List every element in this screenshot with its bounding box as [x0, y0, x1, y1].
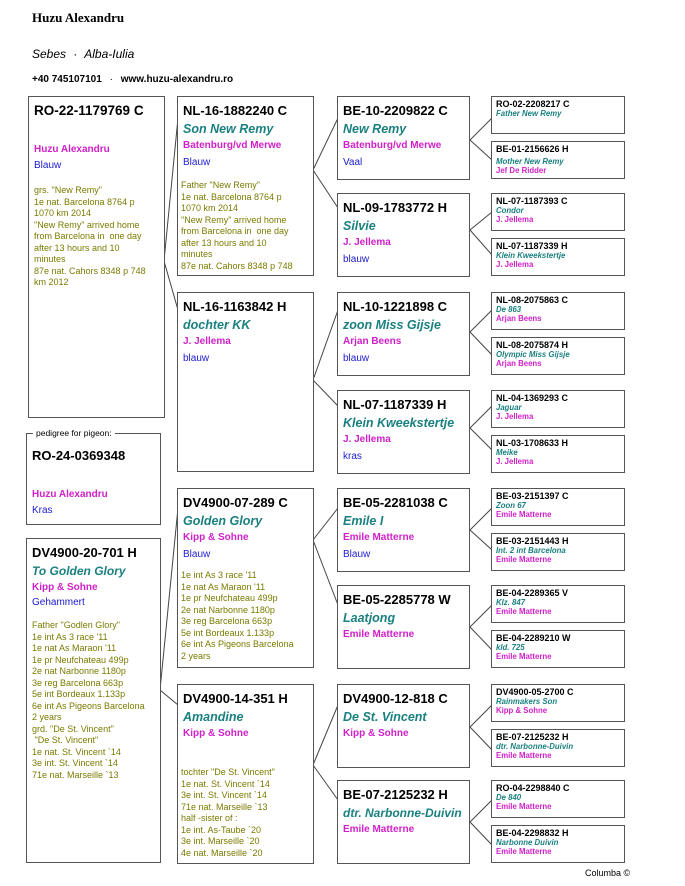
gen4-ring: BE-04-2298832 H — [496, 828, 569, 838]
gen4-card — [491, 780, 625, 818]
dam-ring: DV4900-20-701 H — [32, 545, 137, 560]
ancestor-name: De St. Vincent — [343, 710, 427, 724]
grandparent-name: Son New Remy — [183, 122, 274, 136]
gen4-name: Klein Kweekstertje — [496, 251, 566, 260]
gen4-owner: Jef De Ridder — [496, 166, 547, 175]
gen4-name: Meike — [496, 448, 518, 457]
subject-card — [26, 433, 161, 525]
grandparent-color: blauw — [183, 353, 210, 364]
gen4-owner: Arjan Beens — [496, 359, 542, 368]
ancestor-owner: Emile Matterne — [343, 824, 415, 835]
gen4-owner: J. Jellema — [496, 215, 534, 224]
gen4-name: Condor — [496, 206, 524, 215]
subject-ring: RO-24-0369348 — [32, 448, 126, 463]
gen4-ring: BE-07-2125232 H — [496, 732, 569, 742]
grandparent-owner: Batenburg/vd Merwe — [183, 140, 282, 151]
separator: · — [73, 47, 78, 61]
gen4-name: Olympic Miss Gijsje — [496, 350, 570, 359]
gen4-ring: NL-03-1708633 H — [496, 438, 569, 448]
ancestor-ring: NL-07-1187339 H — [343, 397, 447, 412]
gen4-owner: Emile Matterne — [496, 847, 552, 856]
gen4-name: Klz. 847 — [496, 598, 526, 607]
separator: · — [109, 74, 113, 85]
ancestor-color: kras — [343, 451, 362, 462]
grandparent-owner: J. Jellema — [183, 336, 231, 347]
ancestor-ring: NL-10-1221898 C — [343, 299, 448, 314]
gen4-owner: Emile Matterne — [496, 652, 552, 661]
gen4-card — [491, 193, 625, 231]
ancestor-name: zoon Miss Gijsje — [343, 318, 441, 332]
gen4-card — [491, 337, 625, 375]
grandparent-ring: NL-16-1163842 H — [183, 299, 287, 314]
sire-info: grs. "New Remy" 1e nat. Barcelona 8764 p 1070 km 2014 "New Remy" arrived home from Barcelona in one day after 13 hours and 10 minutes 87e nat. Cahors 8348 p 748 km 2012 — [34, 185, 146, 287]
gen4-ring: NL-04-1369293 C — [496, 393, 569, 403]
grandparent-info: tochter "De St. Vincent" 1e nat. St. Vincent `14 3e int. St. Vincent `14 71e nat. Marseille `13 half -sister of : 1e int. As-Taube `20 3e int. Marseille `20 4e nat. Marseille `20 — [181, 767, 275, 858]
ancestor-name: Emile I — [343, 514, 384, 528]
dam-card — [26, 538, 161, 863]
gen4-owner: J. Jellema — [496, 260, 534, 269]
gen4-name: Int. 2 int Barcelona — [496, 546, 566, 555]
footer-brand: Columba © — [585, 868, 631, 878]
dam-owner: Kipp & Sohne — [32, 582, 98, 593]
ancestor-color: blauw — [343, 353, 370, 364]
ancestor-name: New Remy — [343, 122, 407, 136]
gen4-ring: NL-08-2075874 H — [496, 340, 569, 350]
ancestor-ring: BE-07-2125232 H — [343, 787, 448, 802]
ancestor-card — [337, 96, 470, 180]
gen4-name: De 840 — [496, 793, 522, 802]
gen4-owner: Emile Matterne — [496, 510, 552, 519]
ancestor-name: Silvie — [343, 219, 376, 233]
gen4-ring: NL-08-2075863 C — [496, 295, 569, 305]
gen4-name: kld. 725 — [496, 643, 525, 652]
grandparent-info: 1e int As 3 race '11 1e nat As Maraon '11 1e pr Neufchateau 499p 2e nat Narbonne 1180p 3e reg Barcelona 663p 5e int Bordeaux 1.133p 6e int As Pigeons Barcelona 2 years — [181, 570, 294, 661]
ancestor-owner: Batenburg/vd Merwe — [343, 140, 442, 151]
gen4-card — [491, 238, 625, 276]
breeder-name: Huzu Alexandru — [32, 10, 125, 25]
gen4-ring: BE-01-2156626 H — [496, 144, 569, 154]
gen4-card — [491, 96, 625, 134]
gen4-ring: DV4900-05-2700 C — [496, 687, 574, 697]
gen4-name: Father New Remy — [496, 109, 562, 118]
gen4-ring: NL-07-1187339 H — [496, 241, 568, 251]
ancestor-owner: J. Jellema — [343, 434, 391, 445]
gen4-owner: Emile Matterne — [496, 751, 552, 760]
ancestor-card — [337, 585, 470, 669]
sire-owner: Huzu Alexandru — [34, 144, 110, 155]
breeder-phone: +40 745107101 — [32, 74, 102, 85]
gen4-name: De 863 — [496, 305, 522, 314]
gen4-card — [491, 390, 625, 428]
grandparent-card — [177, 292, 314, 472]
ancestor-owner: Emile Matterne — [343, 532, 415, 543]
gen4-owner: Kipp & Sohne — [496, 706, 548, 715]
subject-caption: pedigree for pigeon: — [33, 428, 115, 438]
gen4-card — [491, 630, 625, 668]
gen4-owner: J. Jellema — [496, 412, 534, 421]
dam-color: Gehammert — [32, 597, 85, 608]
gen4-name: Zoon 67 — [496, 501, 526, 510]
grandparent-info: Father "New Remy" 1e nat. Barcelona 8764 p 1070 km 2014 "New Remy" arrived home from Barcelona in one day after 13 hours and 10 minutes 87e nat. Cahors 8348 p 748 — [181, 180, 293, 271]
sire-color: Blauw — [34, 160, 62, 171]
ancestor-ring: BE-05-2281038 C — [343, 495, 448, 510]
ancestor-color: Blauw — [343, 549, 371, 560]
gen4-owner: Arjan Beens — [496, 314, 542, 323]
ancestor-card — [337, 390, 470, 474]
gen4-card — [491, 292, 625, 330]
gen4-owner: Emile Matterne — [496, 607, 552, 616]
gen4-ring: RO-02-2208217 C — [496, 99, 570, 109]
gen4-card — [491, 533, 625, 571]
gen4-card — [491, 684, 625, 722]
grandparent-ring: NL-16-1882240 C — [183, 103, 288, 118]
ancestor-card — [337, 488, 470, 572]
gen4-card — [491, 585, 625, 623]
gen4-name: Mother New Remy — [496, 157, 564, 166]
gen4-name: Jaguar — [496, 403, 522, 412]
ancestor-owner: Emile Matterne — [343, 629, 415, 640]
gen4-name: Rainmakers Son — [496, 697, 558, 706]
ancestor-card — [337, 193, 470, 277]
dam-name: To Golden Glory — [32, 564, 126, 578]
gen4-card — [491, 435, 625, 473]
breeder-website[interactable]: www.huzu-alexandru.ro — [120, 74, 234, 85]
ancestor-ring: NL-09-1783772 H — [343, 200, 448, 215]
gen4-owner: J. Jellema — [496, 457, 534, 466]
grandparent-owner: Kipp & Sohne — [183, 728, 249, 739]
sire-card — [28, 96, 165, 418]
gen4-ring: BE-03-2151443 H — [496, 536, 569, 546]
gen4-card — [491, 729, 625, 767]
gen4-owner: Emile Matterne — [496, 555, 552, 564]
ancestor-ring: BE-10-2209822 C — [343, 103, 448, 118]
grandparent-name: dochter KK — [183, 318, 251, 332]
ancestor-owner: J. Jellema — [343, 237, 391, 248]
grandparent-color: Blauw — [183, 549, 211, 560]
dam-info: Father "Godlen Glory" 1e int As 3 race '11 1e nat As Maraon '11 1e pr Neufchateau 499p 2e nat Narbonne 1180p 3e reg Barcelona 663p 5e int Bordeaux 1.133p 6e int As Pigeons Barcelona 2 years grd. "De St. Vincent" "De St. Vincent" 1e nat. St. Vincent `14 3e int. St. Vincent `14 71e nat. Marseille `13 — [32, 620, 145, 780]
subject-color: Kras — [32, 505, 53, 516]
ancestor-color: Vaal — [343, 157, 363, 168]
sire-ring: RO-22-1179769 C — [34, 103, 144, 118]
gen4-name: dtr. Narbonne-Duivin — [496, 742, 574, 751]
gen4-name: Narbonne Duivin — [496, 838, 559, 847]
grandparent-color: Blauw — [183, 157, 211, 168]
gen4-owner: Emile Matterne — [496, 802, 552, 811]
ancestor-name: dtr. Narbonne-Duivin — [343, 806, 462, 820]
gen4-ring: RO-04-2298840 C — [496, 783, 570, 793]
ancestor-owner: Arjan Beens — [343, 336, 402, 347]
subject-owner: Huzu Alexandru — [32, 489, 108, 500]
breeder-city: Sebes — [32, 47, 67, 61]
gen4-card — [491, 825, 625, 863]
grandparent-ring: DV4900-07-289 C — [183, 495, 288, 510]
breeder-region: Alba-Iulia — [84, 47, 135, 61]
gen4-ring: BE-04-2289365 V — [496, 588, 569, 598]
gen4-ring: NL-07-1187393 C — [496, 196, 568, 206]
gen4-ring: BE-04-2289210 W — [496, 633, 571, 643]
ancestor-card — [337, 684, 470, 768]
gen4-ring: BE-03-2151397 C — [496, 491, 569, 501]
grandparent-ring: DV4900-14-351 H — [183, 691, 288, 706]
ancestor-color: blauw — [343, 254, 370, 265]
ancestor-ring: BE-05-2285778 W — [343, 592, 451, 607]
gen4-card — [491, 141, 625, 179]
ancestor-name: Laatjong — [343, 611, 396, 625]
ancestor-card — [337, 780, 470, 864]
grandparent-name: Amandine — [183, 710, 244, 724]
ancestor-name: Klein Kweekstertje — [343, 416, 455, 430]
grandparent-name: Golden Glory — [183, 514, 263, 528]
grandparent-owner: Kipp & Sohne — [183, 532, 249, 543]
ancestor-ring: DV4900-12-818 C — [343, 691, 448, 706]
gen4-card — [491, 488, 625, 526]
ancestor-card — [337, 292, 470, 376]
ancestor-owner: Kipp & Sohne — [343, 728, 409, 739]
